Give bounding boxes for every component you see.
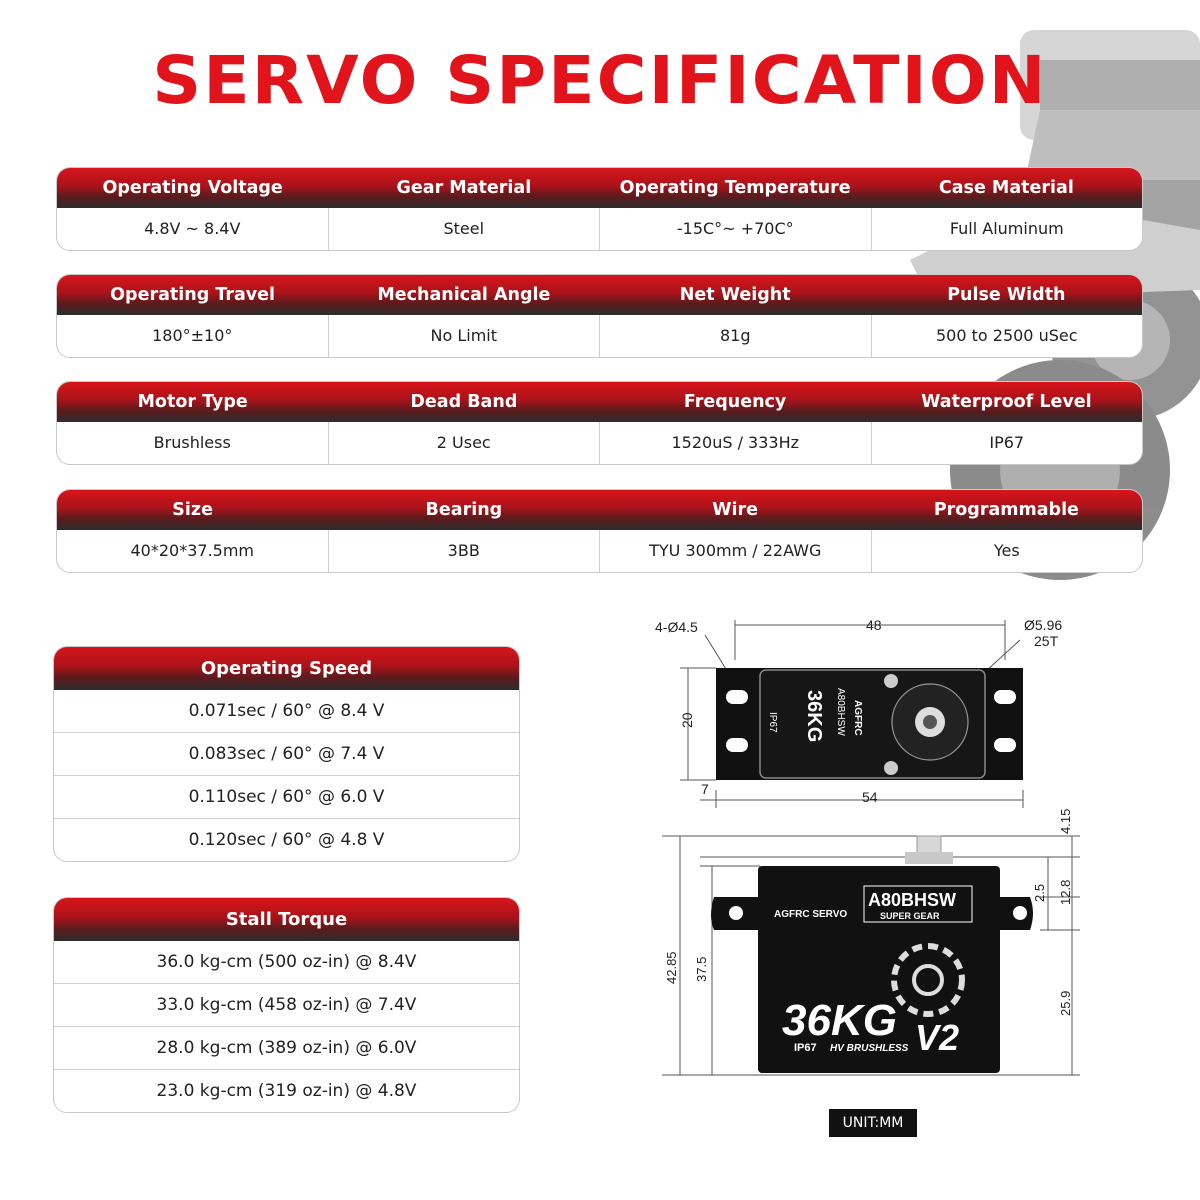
spec-value: Brushless (153, 433, 231, 452)
spec-label: Frequency (683, 392, 787, 412)
torque-row: 28.0 kg-cm (389 oz-in) @ 6.0V (54, 1026, 519, 1069)
servo-dimension-drawing (640, 610, 1090, 1100)
spec-label: Dead Band (410, 392, 518, 412)
dim-259-label: 25.9 (1058, 990, 1073, 1016)
spec-label: Net Weight (679, 285, 791, 305)
spec-table-4 (56, 489, 1143, 573)
spec-value: -15C°~ +70C° (599, 208, 871, 251)
dim-128-label: 12.8 (1058, 879, 1073, 905)
servo-top-body (716, 668, 1023, 780)
spec-label: Mechanical Angle (377, 285, 551, 305)
stall-torque-table (53, 897, 520, 1113)
dim-4285-label: 42.85 (664, 951, 679, 984)
operating-speed-table (53, 646, 520, 862)
dim-holes-label: 4-Ø4.5 (655, 619, 698, 635)
spec-value: No Limit (328, 315, 600, 358)
spec-value: 1520uS / 333Hz (599, 422, 871, 465)
spec-label: Programmable (933, 500, 1079, 520)
spec-value: 180°±10° (152, 326, 233, 345)
spec-label: Pulse Width (947, 285, 1066, 305)
torque-row: 23.0 kg-cm (319 oz-in) @ 4.8V (54, 1069, 519, 1112)
spec-label: Gear Material (396, 178, 532, 198)
spec-label: Motor Type (137, 392, 248, 412)
torque-row: 36.0 kg-cm (500 oz-in) @ 8.4V (156, 952, 417, 972)
spec-value: TYU 300mm / 22AWG (599, 530, 871, 573)
spec-value: 4.8V ~ 8.4V (144, 219, 241, 238)
dim-54-label: 54 (862, 789, 878, 805)
spec-value: 500 to 2500 uSec (871, 315, 1143, 358)
operating-speed-header: Operating Speed (54, 647, 519, 690)
spec-label: Case Material (938, 178, 1074, 198)
dim-375-label: 37.5 (694, 956, 709, 982)
spec-label: Operating Temperature (619, 178, 851, 198)
unit-label: UNIT:MM (829, 1109, 917, 1137)
spec-label: Wire (712, 500, 759, 520)
spec-value: 40*20*37.5mm (130, 541, 254, 560)
spec-table-2 (56, 274, 1143, 358)
dim-20-label: 20 (679, 712, 695, 728)
dim-48-label: 48 (866, 617, 882, 633)
speed-row: 0.110sec / 60° @ 6.0 V (54, 775, 519, 818)
spec-label: Waterproof Level (921, 392, 1092, 412)
spec-label: Operating Travel (110, 285, 276, 305)
side-motor-label: HV BRUSHLESS (830, 1043, 909, 1054)
spec-label: Size (172, 500, 213, 520)
side-brand-label: AGFRC SERVO (774, 909, 848, 920)
spec-value: 2 Usec (328, 422, 600, 465)
side-version-label: V2 (915, 1017, 960, 1058)
dim-shaft-label: Ø5.96 (1024, 617, 1063, 633)
speed-row: 0.120sec / 60° @ 4.8 V (54, 818, 519, 861)
side-model-sub-label: SUPER GEAR (880, 911, 940, 921)
speed-row: 0.071sec / 60° @ 8.4 V (188, 701, 385, 721)
spec-value: 81g (599, 315, 871, 358)
speed-row: 0.083sec / 60° @ 7.4 V (54, 732, 519, 775)
top-ip-label: IP67 (767, 712, 778, 733)
spec-value: IP67 (871, 422, 1143, 465)
spec-table-3 (56, 381, 1143, 465)
torque-row: 33.0 kg-cm (458 oz-in) @ 7.4V (54, 983, 519, 1026)
spec-value: Yes (871, 530, 1143, 573)
top-model-label: A80BHSW (835, 688, 846, 736)
spec-label: Bearing (425, 500, 503, 520)
side-ip-label: IP67 (794, 1042, 817, 1054)
top-kg-label: 36KG (803, 690, 825, 743)
dim-spline-label: 25T (1034, 633, 1059, 649)
stall-torque-header: Stall Torque (54, 898, 519, 941)
dim-7-label: 7 (701, 781, 709, 797)
spec-value: 3BB (328, 530, 600, 573)
side-kg-label: 36KG (782, 996, 897, 1045)
top-brand-label: AGFRC (852, 700, 863, 736)
spec-label: Operating Voltage (102, 178, 283, 198)
spec-table-1 (56, 167, 1143, 251)
spec-value: Steel (328, 208, 600, 251)
dim-415-label: 4.15 (1058, 808, 1073, 834)
side-model-label: A80BHSW (868, 890, 957, 910)
page-title: SERVO SPECIFICATION (152, 42, 1048, 119)
dim-25-label: 2.5 (1032, 883, 1047, 902)
spec-value: Full Aluminum (871, 208, 1143, 251)
